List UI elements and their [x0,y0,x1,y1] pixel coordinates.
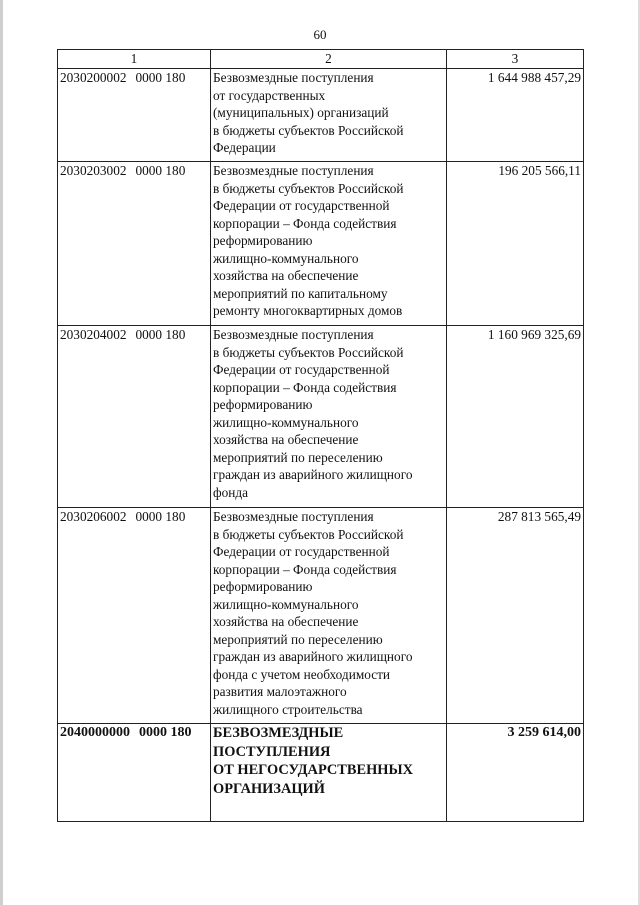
name-cell: Безвозмездные поступления от государственных (муниципальных) организаций в бюджеты субъектов Российской Федерации [211,69,447,162]
budget-code: 2030204002 [60,327,127,342]
header-col-3: 3 [447,50,584,69]
amount-cell: 196 205 566,11 [447,162,584,326]
name-cell: БЕЗВОЗМЕЗДНЫЕ ПОСТУПЛЕНИЯ ОТ НЕГОСУДАРСТВЕННЫХ ОРГАНИЗАЦИЙ [211,724,447,822]
table-row [58,508,584,724]
table-row [58,69,584,162]
name-cell: Безвозмездные поступления в бюджеты субъектов Российской Федерации от государственной корпорации – Фонда содействия реформированию жилищно-коммунального хозяйства на обеспечение мероприятий по капитальному ремонту многоквартирных домов [211,162,447,326]
budget-code: 2030206002 [60,509,127,524]
amount-cell: 3 259 614,00 [447,724,584,822]
amount-cell: 1 160 969 325,69 [447,326,584,508]
code-cell [58,508,211,724]
amount-cell: 1 644 988 457,29 [447,69,584,162]
name-cell: Безвозмездные поступления в бюджеты субъектов Российской Федерации от государственной корпорации – Фонда содействия реформированию жилищно-коммунального хозяйства на обеспечение мероприятий по переселению граждан из аварийного жилищного фонда с учетом необходимости развития малоэтажного жилищного строительства [211,508,447,724]
budget-subcode: 0000 180 [135,509,186,524]
budget-code: 2030200002 [60,70,127,85]
budget-code: 2040000000 [60,725,130,740]
budget-subcode: 0000 180 [135,70,186,85]
page-number: 60 [313,27,327,42]
table-row [58,162,584,326]
header-col-1: 1 [58,50,211,69]
budget-table [57,49,584,822]
budget-subcode: 0000 180 [135,327,186,342]
table-row [58,326,584,508]
header-row [58,50,584,69]
code-cell [58,162,211,326]
code-cell [58,69,211,162]
header-col-2: 2 [211,50,447,69]
code-cell [58,724,211,822]
code-cell [58,326,211,508]
amount-cell: 287 813 565,49 [447,508,584,724]
budget-subcode: 0000 180 [135,163,186,178]
table-row-total [58,724,584,822]
name-cell: Безвозмездные поступления в бюджеты субъектов Российской Федерации от государственной корпорации – Фонда содействия реформированию жилищно-коммунального хозяйства на обеспечение мероприятий по переселению граждан из аварийного жилищного фонда [211,326,447,508]
scan-edge-left [0,0,3,905]
budget-code: 2030203002 [60,163,127,178]
budget-subcode: 0000 180 [139,725,192,740]
